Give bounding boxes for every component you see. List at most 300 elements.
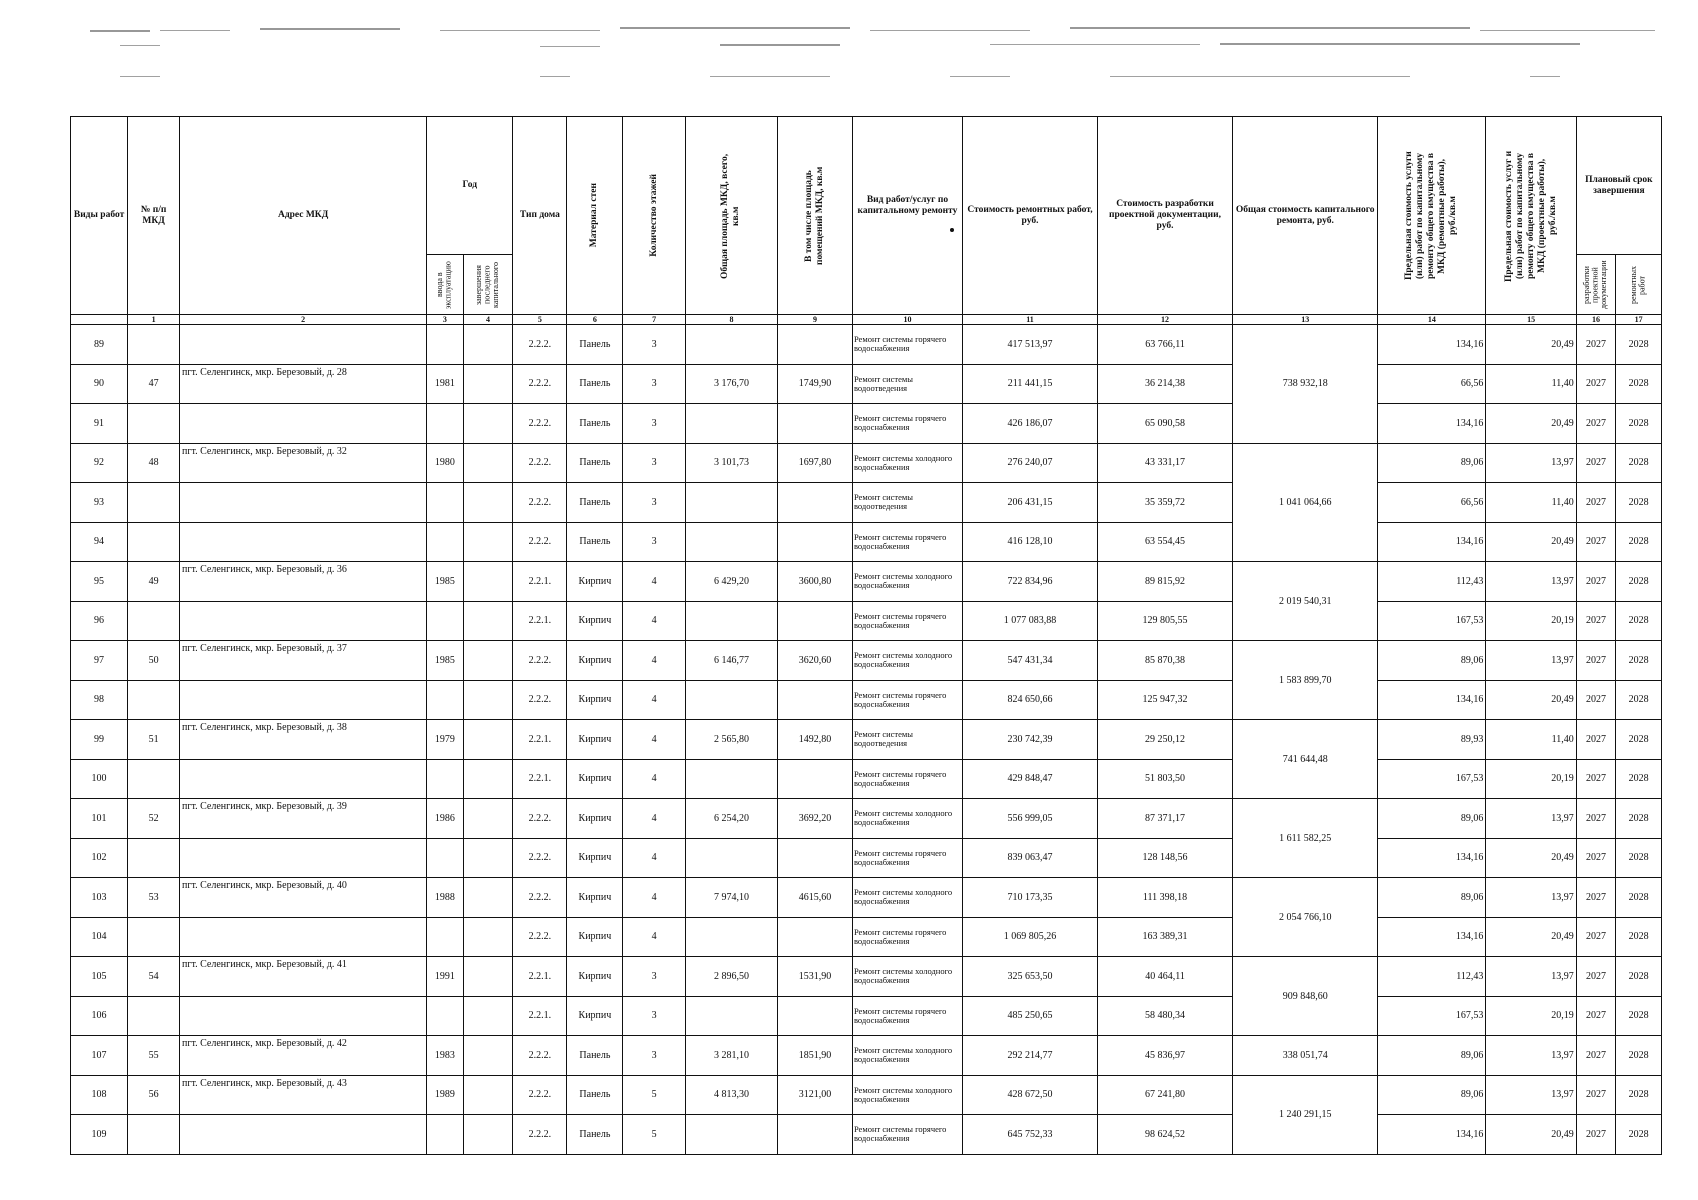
table-row: [71, 1075, 1662, 1115]
col-header-work-kinds: Виды работ: [71, 117, 128, 315]
column-number: 3: [427, 315, 463, 325]
design-cost-cell: 128 148,56: [1098, 838, 1233, 878]
premises-area-cell: [778, 325, 853, 365]
limit-design-cell: 13,97: [1486, 641, 1576, 681]
floors-cell: 3: [623, 325, 685, 365]
work-type-cell: Ремонт системы горячего водоснабжения: [852, 996, 962, 1036]
address-cell: [180, 996, 427, 1036]
col-header-total-area: Общая площадь МКД, всего, кв.м: [685, 117, 777, 315]
column-number: 12: [1098, 315, 1233, 325]
table-row: [71, 443, 1662, 483]
house-type-cell: 2.2.2.: [513, 1115, 567, 1155]
year-commission-cell: 1986: [427, 799, 463, 839]
premises-area-cell: [778, 838, 853, 878]
year-last-repair-cell: [463, 680, 513, 720]
premises-area-cell: 1531,90: [778, 957, 853, 997]
term-design-cell: 2027: [1576, 957, 1615, 997]
row-number: 95: [71, 562, 128, 602]
wall-material-cell: Кирпич: [567, 562, 623, 602]
house-type-cell: 2.2.2.: [513, 522, 567, 562]
work-type-cell: Ремонт системы холодного водоснабжения: [852, 799, 962, 839]
col-header-planned-term: Плановый срок завершения: [1576, 117, 1661, 255]
house-number: 53: [128, 878, 180, 918]
address-cell: пгт. Селенгинск, мкр. Березовый, д. 43: [180, 1075, 427, 1115]
house-type-cell: 2.2.2.: [513, 404, 567, 444]
work-type-cell: Ремонт системы холодного водоснабжения: [852, 878, 962, 918]
repair-cost-cell: 276 240,07: [963, 443, 1098, 483]
total-area-cell: 3 101,73: [685, 443, 777, 483]
header-row: [71, 117, 1662, 255]
wall-material-cell: Кирпич: [567, 759, 623, 799]
work-type-cell: Ремонт системы холодного водоснабжения: [852, 1036, 962, 1076]
wall-material-cell: Кирпич: [567, 799, 623, 839]
total-area-cell: [685, 1115, 777, 1155]
repair-cost-cell: 556 999,05: [963, 799, 1098, 839]
house-number: 51: [128, 720, 180, 760]
limit-repair-cell: 89,06: [1378, 878, 1486, 918]
limit-design-cell: 13,97: [1486, 799, 1576, 839]
table-row: [71, 641, 1662, 681]
limit-design-cell: 20,49: [1486, 917, 1576, 957]
house-number: [128, 483, 180, 523]
design-cost-cell: 111 398,18: [1098, 878, 1233, 918]
column-number: 6: [567, 315, 623, 325]
design-cost-cell: 129 805,55: [1098, 601, 1233, 641]
floors-cell: 4: [623, 680, 685, 720]
total-cost-cell: 1 041 064,66: [1233, 443, 1378, 562]
term-repair-cell: 2028: [1616, 443, 1662, 483]
row-number: 105: [71, 957, 128, 997]
house-type-cell: 2.2.2.: [513, 641, 567, 681]
column-number: 17: [1616, 315, 1662, 325]
total-cost-cell: 909 848,60: [1233, 957, 1378, 1036]
ink-dot: [950, 228, 954, 232]
row-number: 89: [71, 325, 128, 365]
repair-cost-cell: 325 653,50: [963, 957, 1098, 997]
floors-cell: 4: [623, 562, 685, 602]
total-area-cell: [685, 483, 777, 523]
year-commission-cell: 1991: [427, 957, 463, 997]
limit-repair-cell: 134,16: [1378, 325, 1486, 365]
term-repair-cell: 2028: [1616, 364, 1662, 404]
repair-cost-cell: 710 173,35: [963, 878, 1098, 918]
limit-design-cell: 20,49: [1486, 404, 1576, 444]
house-type-cell: 2.2.1.: [513, 601, 567, 641]
design-cost-cell: 163 389,31: [1098, 917, 1233, 957]
year-last-repair-cell: [463, 325, 513, 365]
repair-cost-cell: 824 650,66: [963, 680, 1098, 720]
total-area-cell: [685, 404, 777, 444]
total-area-cell: [685, 759, 777, 799]
floors-cell: 3: [623, 957, 685, 997]
table-body: [71, 325, 1662, 1155]
house-number: [128, 601, 180, 641]
total-cost-cell: 2 019 540,31: [1233, 562, 1378, 641]
term-design-cell: 2027: [1576, 562, 1615, 602]
table-row: [71, 325, 1662, 365]
column-number: 1: [128, 315, 180, 325]
term-design-cell: 2027: [1576, 878, 1615, 918]
limit-design-cell: 20,49: [1486, 680, 1576, 720]
term-design-cell: 2027: [1576, 1075, 1615, 1115]
year-last-repair-cell: [463, 838, 513, 878]
design-cost-cell: 65 090,58: [1098, 404, 1233, 444]
col-header-limit-design: Предельная стоимость услуг и (или) работ по капитальному ремонту общего имущества в МКД (проектные работы), руб./кв.м: [1486, 117, 1576, 315]
total-area-cell: 7 974,10: [685, 878, 777, 918]
table-row: [71, 720, 1662, 760]
row-number: 104: [71, 917, 128, 957]
repair-cost-cell: 292 214,77: [963, 1036, 1098, 1076]
address-cell: пгт. Селенгинск, мкр. Березовый, д. 28: [180, 364, 427, 404]
year-last-repair-cell: [463, 522, 513, 562]
year-last-repair-cell: [463, 996, 513, 1036]
term-repair-cell: 2028: [1616, 1115, 1662, 1155]
house-number: [128, 838, 180, 878]
total-cost-cell: 1 240 291,15: [1233, 1075, 1378, 1154]
col-header-house-type: Тип дома: [513, 117, 567, 315]
col-header-number: № п/п МКД: [128, 117, 180, 315]
table-row: [71, 601, 1662, 641]
design-cost-cell: 89 815,92: [1098, 562, 1233, 602]
limit-design-cell: 13,97: [1486, 562, 1576, 602]
address-cell: пгт. Селенгинск, мкр. Березовый, д. 41: [180, 957, 427, 997]
total-area-cell: 2 565,80: [685, 720, 777, 760]
repair-cost-cell: 722 834,96: [963, 562, 1098, 602]
term-repair-cell: 2028: [1616, 325, 1662, 365]
row-number: 94: [71, 522, 128, 562]
house-type-cell: 2.2.2.: [513, 680, 567, 720]
term-repair-cell: 2028: [1616, 562, 1662, 602]
row-number: 102: [71, 838, 128, 878]
wall-material-cell: Кирпич: [567, 838, 623, 878]
term-repair-cell: 2028: [1616, 601, 1662, 641]
wall-material-cell: Панель: [567, 522, 623, 562]
floors-cell: 3: [623, 996, 685, 1036]
table-row: [71, 759, 1662, 799]
total-cost-cell: 738 932,18: [1233, 325, 1378, 444]
premises-area-cell: 1697,80: [778, 443, 853, 483]
col-header-term-design: разработки проектной документации: [1576, 255, 1615, 315]
repair-cost-cell: 429 848,47: [963, 759, 1098, 799]
limit-repair-cell: 66,56: [1378, 483, 1486, 523]
repair-cost-cell: 839 063,47: [963, 838, 1098, 878]
house-type-cell: 2.2.1.: [513, 759, 567, 799]
row-number: 108: [71, 1075, 128, 1115]
year-commission-cell: 1985: [427, 641, 463, 681]
limit-repair-cell: 89,06: [1378, 641, 1486, 681]
limit-repair-cell: 134,16: [1378, 1115, 1486, 1155]
col-header-total-cost: Общая стоимость капитального ремонта, руб.: [1233, 117, 1378, 315]
design-cost-cell: 125 947,32: [1098, 680, 1233, 720]
col-header-work-type: Вид работ/услуг по капитальному ремонту: [852, 117, 962, 315]
floors-cell: 4: [623, 641, 685, 681]
work-type-cell: Ремонт системы водоотведения: [852, 364, 962, 404]
wall-material-cell: Панель: [567, 404, 623, 444]
table-row: [71, 996, 1662, 1036]
house-type-cell: 2.2.2.: [513, 483, 567, 523]
limit-design-cell: 13,97: [1486, 1075, 1576, 1115]
premises-area-cell: [778, 601, 853, 641]
design-cost-cell: 98 624,52: [1098, 1115, 1233, 1155]
design-cost-cell: 85 870,38: [1098, 641, 1233, 681]
house-number: 47: [128, 364, 180, 404]
address-cell: пгт. Селенгинск, мкр. Березовый, д. 42: [180, 1036, 427, 1076]
house-type-cell: 2.2.1.: [513, 957, 567, 997]
year-commission-cell: 1989: [427, 1075, 463, 1115]
premises-area-cell: [778, 996, 853, 1036]
floors-cell: 3: [623, 364, 685, 404]
table-row: [71, 483, 1662, 523]
table-row: [71, 680, 1662, 720]
year-last-repair-cell: [463, 759, 513, 799]
year-last-repair-cell: [463, 1115, 513, 1155]
total-area-cell: 3 176,70: [685, 364, 777, 404]
work-type-cell: Ремонт системы горячего водоснабжения: [852, 1115, 962, 1155]
total-area-cell: [685, 325, 777, 365]
house-number: [128, 522, 180, 562]
term-repair-cell: 2028: [1616, 917, 1662, 957]
term-design-cell: 2027: [1576, 1115, 1615, 1155]
year-last-repair-cell: [463, 1036, 513, 1076]
work-type-cell: Ремонт системы горячего водоснабжения: [852, 522, 962, 562]
design-cost-cell: 29 250,12: [1098, 720, 1233, 760]
floors-cell: 4: [623, 799, 685, 839]
term-design-cell: 2027: [1576, 680, 1615, 720]
house-type-cell: 2.2.1.: [513, 562, 567, 602]
wall-material-cell: Кирпич: [567, 601, 623, 641]
year-commission-cell: [427, 601, 463, 641]
house-number: 54: [128, 957, 180, 997]
floors-cell: 4: [623, 720, 685, 760]
column-number: 4: [463, 315, 513, 325]
year-commission-cell: [427, 838, 463, 878]
house-number: 56: [128, 1075, 180, 1115]
floors-cell: 4: [623, 917, 685, 957]
wall-material-cell: Панель: [567, 443, 623, 483]
column-number: 15: [1486, 315, 1576, 325]
total-area-cell: [685, 917, 777, 957]
year-commission-cell: [427, 404, 463, 444]
address-cell: [180, 917, 427, 957]
year-commission-cell: [427, 522, 463, 562]
house-number: [128, 917, 180, 957]
floors-cell: 3: [623, 1036, 685, 1076]
design-cost-cell: 43 331,17: [1098, 443, 1233, 483]
term-design-cell: 2027: [1576, 799, 1615, 839]
year-commission-cell: [427, 483, 463, 523]
total-cost-cell: 741 644,48: [1233, 720, 1378, 799]
repair-cost-cell: 417 513,97: [963, 325, 1098, 365]
term-repair-cell: 2028: [1616, 404, 1662, 444]
limit-design-cell: 20,49: [1486, 522, 1576, 562]
premises-area-cell: 3121,00: [778, 1075, 853, 1115]
premises-area-cell: 3600,80: [778, 562, 853, 602]
total-cost-cell: 1 611 582,25: [1233, 799, 1378, 878]
table-row: [71, 364, 1662, 404]
capital-repair-table: [70, 116, 1662, 1155]
wall-material-cell: Кирпич: [567, 878, 623, 918]
wall-material-cell: Кирпич: [567, 917, 623, 957]
col-header-year: Год: [427, 117, 513, 255]
year-last-repair-cell: [463, 917, 513, 957]
column-number: [71, 315, 128, 325]
year-last-repair-cell: [463, 720, 513, 760]
address-cell: [180, 1115, 427, 1155]
year-last-repair-cell: [463, 641, 513, 681]
term-repair-cell: 2028: [1616, 1036, 1662, 1076]
year-commission-cell: [427, 1115, 463, 1155]
term-design-cell: 2027: [1576, 1036, 1615, 1076]
year-commission-cell: [427, 325, 463, 365]
year-last-repair-cell: [463, 404, 513, 444]
term-repair-cell: 2028: [1616, 483, 1662, 523]
term-repair-cell: 2028: [1616, 720, 1662, 760]
design-cost-cell: 51 803,50: [1098, 759, 1233, 799]
limit-design-cell: 20,19: [1486, 601, 1576, 641]
floors-cell: 3: [623, 522, 685, 562]
house-number: 49: [128, 562, 180, 602]
year-commission-cell: 1988: [427, 878, 463, 918]
address-cell: пгт. Селенгинск, мкр. Березовый, д. 37: [180, 641, 427, 681]
floors-cell: 3: [623, 443, 685, 483]
column-number: 7: [623, 315, 685, 325]
column-number: 5: [513, 315, 567, 325]
premises-area-cell: 1492,80: [778, 720, 853, 760]
address-cell: [180, 483, 427, 523]
year-commission-cell: 1983: [427, 1036, 463, 1076]
work-type-cell: Ремонт системы водоотведения: [852, 483, 962, 523]
premises-area-cell: [778, 522, 853, 562]
column-number: 9: [778, 315, 853, 325]
address-cell: пгт. Селенгинск, мкр. Березовый, д. 36: [180, 562, 427, 602]
year-last-repair-cell: [463, 443, 513, 483]
address-cell: пгт. Селенгинск, мкр. Березовый, д. 32: [180, 443, 427, 483]
repair-cost-cell: 211 441,15: [963, 364, 1098, 404]
term-design-cell: 2027: [1576, 641, 1615, 681]
total-area-cell: 6 254,20: [685, 799, 777, 839]
premises-area-cell: [778, 759, 853, 799]
year-commission-cell: [427, 680, 463, 720]
term-repair-cell: 2028: [1616, 996, 1662, 1036]
total-area-cell: 2 896,50: [685, 957, 777, 997]
column-number: 13: [1233, 315, 1378, 325]
term-repair-cell: 2028: [1616, 878, 1662, 918]
limit-design-cell: 11,40: [1486, 720, 1576, 760]
premises-area-cell: 3620,60: [778, 641, 853, 681]
work-type-cell: Ремонт системы горячего водоснабжения: [852, 404, 962, 444]
total-area-cell: [685, 680, 777, 720]
design-cost-cell: 36 214,38: [1098, 364, 1233, 404]
address-cell: пгт. Селенгинск, мкр. Березовый, д. 39: [180, 799, 427, 839]
col-header-term-repair: ремонтных работ: [1616, 255, 1662, 315]
house-type-cell: 2.2.2.: [513, 443, 567, 483]
house-number: [128, 1115, 180, 1155]
limit-design-cell: 20,19: [1486, 759, 1576, 799]
floors-cell: 4: [623, 759, 685, 799]
wall-material-cell: Кирпич: [567, 957, 623, 997]
house-number: [128, 996, 180, 1036]
col-header-wall-material: Материал стен: [567, 117, 623, 315]
premises-area-cell: [778, 917, 853, 957]
term-repair-cell: 2028: [1616, 838, 1662, 878]
term-repair-cell: 2028: [1616, 759, 1662, 799]
row-number: 103: [71, 878, 128, 918]
limit-design-cell: 11,40: [1486, 364, 1576, 404]
wall-material-cell: Кирпич: [567, 641, 623, 681]
year-commission-cell: [427, 917, 463, 957]
row-number: 109: [71, 1115, 128, 1155]
column-number: 11: [963, 315, 1098, 325]
term-design-cell: 2027: [1576, 404, 1615, 444]
repair-cost-cell: 1 069 805,26: [963, 917, 1098, 957]
table-row: [71, 404, 1662, 444]
year-commission-cell: [427, 996, 463, 1036]
term-repair-cell: 2028: [1616, 680, 1662, 720]
repair-cost-cell: 485 250,65: [963, 996, 1098, 1036]
wall-material-cell: Панель: [567, 1115, 623, 1155]
year-commission-cell: 1981: [427, 364, 463, 404]
col-header-year-last-repair: завершения последнего капитального: [463, 255, 513, 315]
address-cell: [180, 404, 427, 444]
house-type-cell: 2.2.2.: [513, 325, 567, 365]
repair-cost-cell: 206 431,15: [963, 483, 1098, 523]
house-number: 55: [128, 1036, 180, 1076]
repair-cost-cell: 428 672,50: [963, 1075, 1098, 1115]
limit-design-cell: 20,49: [1486, 838, 1576, 878]
wall-material-cell: Панель: [567, 1075, 623, 1115]
design-cost-cell: 45 836,97: [1098, 1036, 1233, 1076]
table-row: [71, 917, 1662, 957]
address-cell: [180, 601, 427, 641]
column-number: 10: [852, 315, 962, 325]
house-type-cell: 2.2.2.: [513, 838, 567, 878]
design-cost-cell: 35 359,72: [1098, 483, 1233, 523]
column-number: 2: [180, 315, 427, 325]
total-area-cell: 6 146,77: [685, 641, 777, 681]
term-design-cell: 2027: [1576, 838, 1615, 878]
row-number: 99: [71, 720, 128, 760]
column-numbers-row: [71, 315, 1662, 325]
table-row: [71, 957, 1662, 997]
limit-design-cell: 11,40: [1486, 483, 1576, 523]
year-last-repair-cell: [463, 878, 513, 918]
work-type-cell: Ремонт системы горячего водоснабжения: [852, 325, 962, 365]
row-number: 98: [71, 680, 128, 720]
house-number: 52: [128, 799, 180, 839]
table-row: [71, 522, 1662, 562]
house-number: [128, 404, 180, 444]
house-number: [128, 680, 180, 720]
row-number: 106: [71, 996, 128, 1036]
total-cost-cell: 2 054 766,10: [1233, 878, 1378, 957]
repair-cost-cell: 230 742,39: [963, 720, 1098, 760]
house-number: 48: [128, 443, 180, 483]
repair-cost-cell: 426 186,07: [963, 404, 1098, 444]
total-area-cell: 3 281,10: [685, 1036, 777, 1076]
limit-repair-cell: 89,06: [1378, 1036, 1486, 1076]
total-area-cell: [685, 522, 777, 562]
limit-design-cell: 13,97: [1486, 878, 1576, 918]
address-cell: [180, 325, 427, 365]
table-row: [71, 1115, 1662, 1155]
work-type-cell: Ремонт системы холодного водоснабжения: [852, 1075, 962, 1115]
limit-design-cell: 20,19: [1486, 996, 1576, 1036]
table-row: [71, 1036, 1662, 1076]
limit-design-cell: 13,97: [1486, 443, 1576, 483]
floors-cell: 4: [623, 838, 685, 878]
term-design-cell: 2027: [1576, 483, 1615, 523]
address-cell: [180, 522, 427, 562]
